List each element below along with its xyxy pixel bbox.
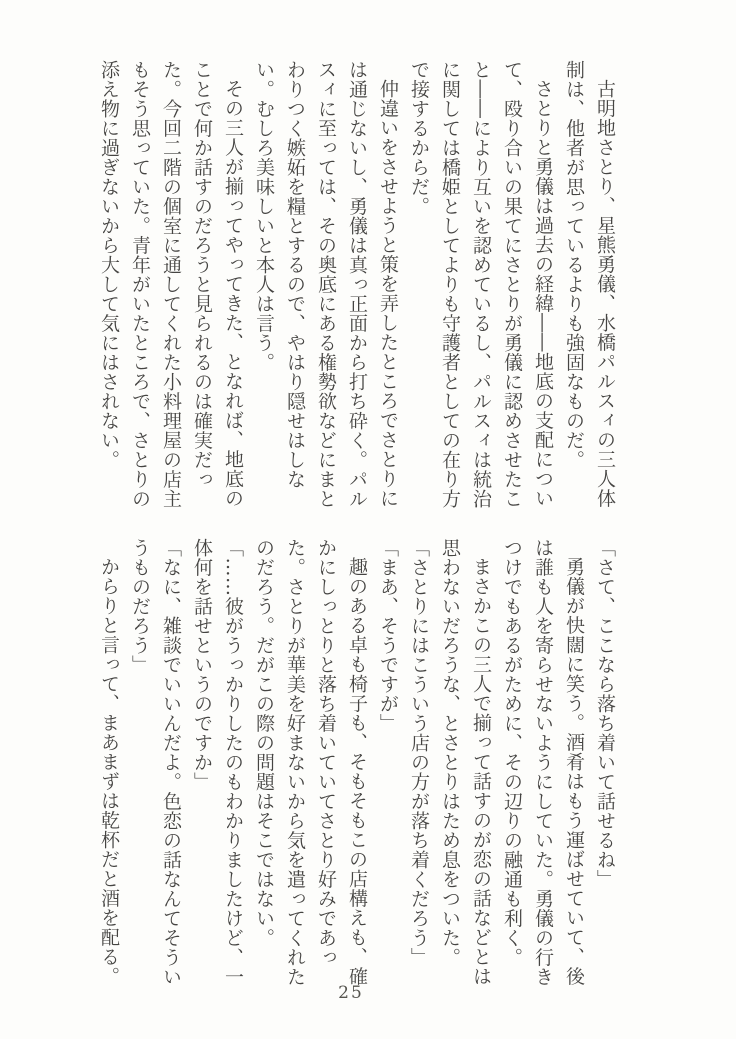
paragraph: まさかこの三人で揃って話すのが恋の話などとは思わないだろうな、とさとりはため息をついた。 — [439, 538, 492, 986]
text-section-bottom — [92, 538, 620, 992]
paragraph: 趣のある卓も椅子も、そもそもこの店構えも、確かにしっとりと落ち着いていてさとり好みであった。さとりが華美を好まないから気を遣ってくれたのだろう。だがこの際の問題はそこではない。 — [253, 538, 368, 987]
paragraph: 「さて、ここなら落ち着いて話せるね」 — [594, 538, 616, 889]
paragraph: さとりと勇儀は過去の経緯――地底の支配について、殴り合いの果てにさとりが勇儀に認めさせたこと――により互いを認めているし、パルスィは統治に関しては橋姫としてよりも守護者としての在り方で接するからだ。 — [408, 60, 554, 509]
paragraph: からりと言って、まあまずは乾杯だと酒を配る。 — [98, 557, 120, 986]
paragraph: その三人が揃ってやってきた、となれば、地底のことで何か話すのだろうと見られるのは確実だった。今回二階の個室に通してくれた小料理屋の店主もそう思っていた。青年がいたところで、さとりの添え物に過ぎないから大して気にはされない。 — [98, 60, 244, 509]
text-section-top — [92, 60, 620, 514]
paragraph: 勇儀が快闊に笑う。酒肴はもう運ばせていて、後は誰も人を寄らせないようにしていた。勇儀の行きつけでもあるがために、その辺りの融通も利く。 — [501, 538, 585, 987]
page-number: 25 — [338, 983, 364, 1003]
paragraph: 「まあ、そうですが」 — [377, 538, 399, 733]
paragraph: 「さとりにはこういう店の方が落ち着くだろう」 — [408, 538, 430, 967]
paragraph: 「なに、雑談でいいんだよ。色恋の話なんてそういうものだろう」 — [129, 538, 182, 987]
paragraph: 古明地さとり、星熊勇儀、水橋パルスィの三人体制は、他者が思っているよりも強固なものだ。 — [563, 60, 616, 508]
paragraph: 「……彼がうっかりしたのもわかりましたけど、一体何を話せというのですか」 — [191, 538, 244, 987]
paragraph: 仲違いをさせようと策を弄したところでさとりには通じないし、勇儀は真っ正面から打ち砕く。パルスィに至っては、その奥底にある権勢欲などにまとわりつく嫉妬を糧とするので、やはり隠せはしない。むしろ美味しいと本人は言う。 — [253, 60, 399, 509]
